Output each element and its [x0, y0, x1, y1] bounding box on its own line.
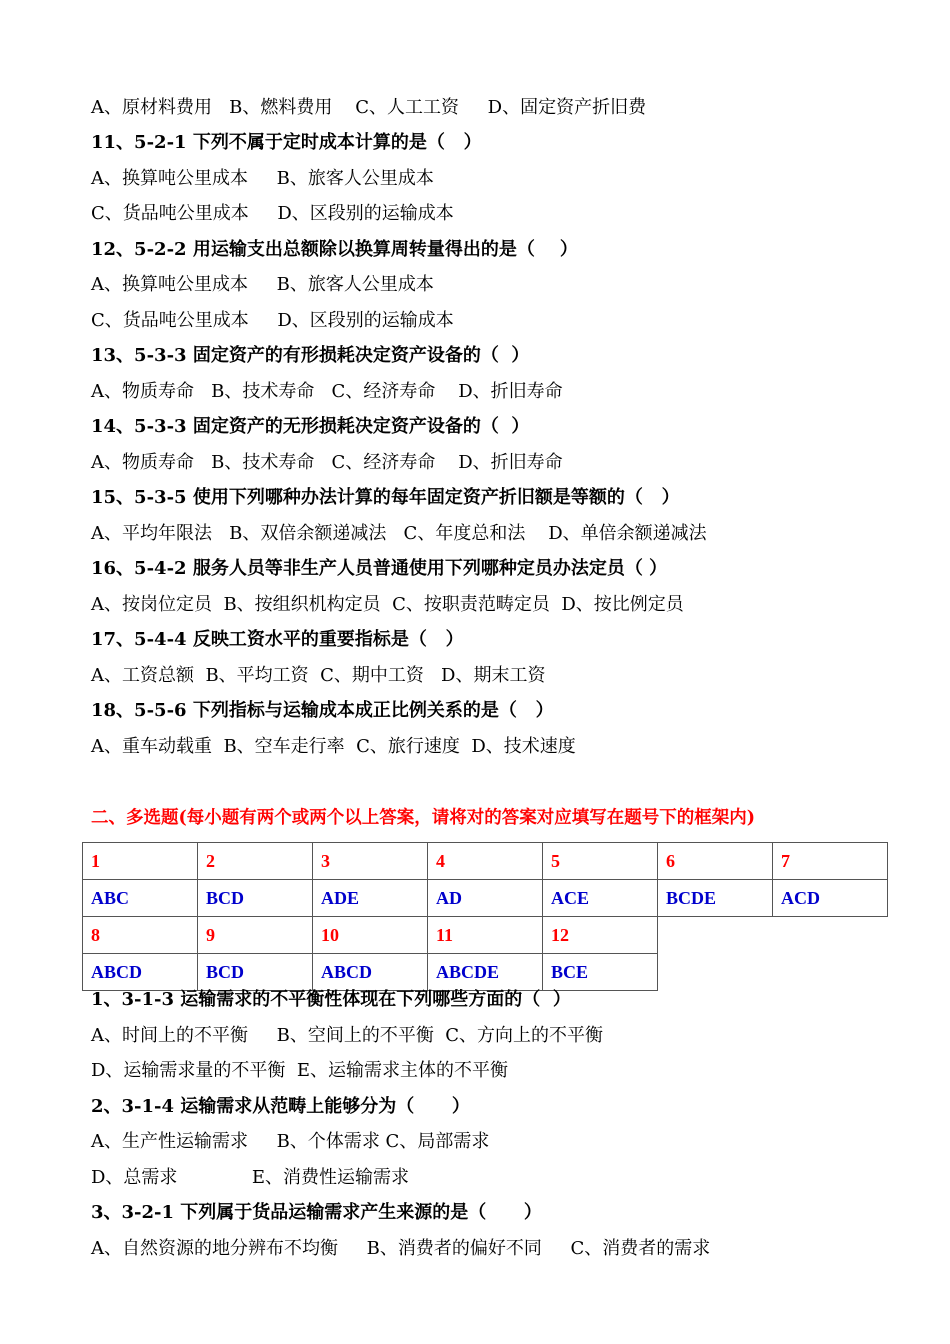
question-17: 17、5-4-4 反映工资水平的重要指标是（ ） [91, 629, 464, 650]
options-line-m1-a: A、时间上的不平衡 B、空间上的不平衡 C、方向上的不平衡 [91, 1025, 604, 1046]
question-m1: 1、3-1-3 运输需求的不平衡性体现在下列哪些方面的（ ） [91, 989, 571, 1010]
answer-table [82, 842, 888, 991]
table-cell-answer: BCDE [658, 880, 773, 917]
options-line-q12-a: A、换算吨公里成本 B、旅客人公里成本 [91, 274, 434, 295]
question-14: 14、5-3-3 固定资产的无形损耗决定资产设备的（ ） [91, 416, 530, 437]
table-cell-number: 2 [198, 843, 313, 880]
table-cell-answer: BCD [198, 954, 313, 991]
options-line-q17: A、工资总额 B、平均工资 C、期中工资 D、期末工资 [91, 665, 546, 686]
question-16: 16、5-4-2 服务人员等非生产人员普通使用下列哪种定员办法定员（ ） [91, 558, 668, 579]
question-11: 11、5-2-1 下列不属于定时成本计算的是（ ） [91, 132, 482, 153]
table-cell-answer: AD [428, 880, 543, 917]
table-cell-answer: ADE [313, 880, 428, 917]
table-cell-answer: ABCD [83, 954, 198, 991]
question-m2: 2、3-1-4 运输需求从范畴上能够分为（ ） [91, 1096, 470, 1117]
table-cell-number: 9 [198, 917, 313, 954]
table-cell-number: 10 [313, 917, 428, 954]
options-line-q10: A、原材料费用 B、燃料费用 C、人工工资 D、固定资产折旧费 [91, 97, 647, 118]
question-18: 18、5-5-6 下列指标与运输成本成正比例关系的是（ ） [91, 700, 554, 721]
table-cell-number: 1 [83, 843, 198, 880]
question-15: 15、5-3-5 使用下列哪种办法计算的每年固定资产折旧额是等额的（ ） [91, 487, 680, 508]
table-cell-answer: ABC [83, 880, 198, 917]
table-cell-number: 8 [83, 917, 198, 954]
table-cell-number: 3 [313, 843, 428, 880]
options-line-q13: A、物质寿命 B、技术寿命 C、经济寿命 D、折旧寿命 [91, 381, 563, 402]
table-cell-empty [658, 917, 773, 954]
options-line-m1-b: D、运输需求量的不平衡 E、运输需求主体的不平衡 [91, 1060, 509, 1081]
table-cell-answer: BCE [543, 954, 658, 991]
table-cell-number: 12 [543, 917, 658, 954]
options-line-q11-a: A、换算吨公里成本 B、旅客人公里成本 [91, 168, 434, 189]
answer-table-number-row [83, 843, 888, 880]
question-13: 13、5-3-3 固定资产的有形损耗决定资产设备的（ ） [91, 345, 530, 366]
answer-table-answer-row [83, 880, 888, 917]
options-line-q16: A、按岗位定员 B、按组织机构定员 C、按职责范畴定员 D、按比例定员 [91, 594, 684, 615]
table-cell-number: 5 [543, 843, 658, 880]
table-cell-empty [773, 917, 888, 954]
table-cell-answer: ABCD [313, 954, 428, 991]
table-cell-answer: BCD [198, 880, 313, 917]
table-cell-answer: ABCDE [428, 954, 543, 991]
question-12: 12、5-2-2 用运输支出总额除以换算周转量得出的是（ ） [91, 239, 578, 260]
options-line-q12-b: C、货品吨公里成本 D、区段别的运输成本 [91, 310, 454, 331]
table-cell-number: 7 [773, 843, 888, 880]
table-cell-number: 11 [428, 917, 543, 954]
options-line-q11-b: C、货品吨公里成本 D、区段别的运输成本 [91, 203, 454, 224]
table-cell-number: 6 [658, 843, 773, 880]
options-line-m2-b: D、总需求 E、消费性运输需求 [91, 1167, 409, 1188]
table-cell-empty [773, 954, 888, 991]
options-line-m3: A、自然资源的地分辨布不均衡 B、消费者的偏好不同 C、消费者的需求 [91, 1238, 711, 1259]
answer-table-number-row [83, 917, 888, 954]
section-title-multiple-choice: 二、多选题(每小题有两个或两个以上答案，请将对的答案对应填写在题号下的框架内) [91, 808, 756, 828]
options-line-q18: A、重车动载重 B、空车走行率 C、旅行速度 D、技术速度 [91, 736, 576, 757]
question-m3: 3、3-2-1 下列属于货品运输需求产生来源的是（ ） [91, 1202, 542, 1223]
table-cell-answer: ACD [773, 880, 888, 917]
table-cell-answer: ACE [543, 880, 658, 917]
answer-table-answer-row [83, 954, 888, 991]
table-cell-number: 4 [428, 843, 543, 880]
options-line-q15: A、平均年限法 B、双倍余额递减法 C、年度总和法 D、单倍余额递减法 [91, 523, 707, 544]
options-line-q14: A、物质寿命 B、技术寿命 C、经济寿命 D、折旧寿命 [91, 452, 563, 473]
table-cell-empty [658, 954, 773, 991]
options-line-m2-a: A、生产性运输需求 B、个体需求 C、局部需求 [91, 1131, 490, 1152]
